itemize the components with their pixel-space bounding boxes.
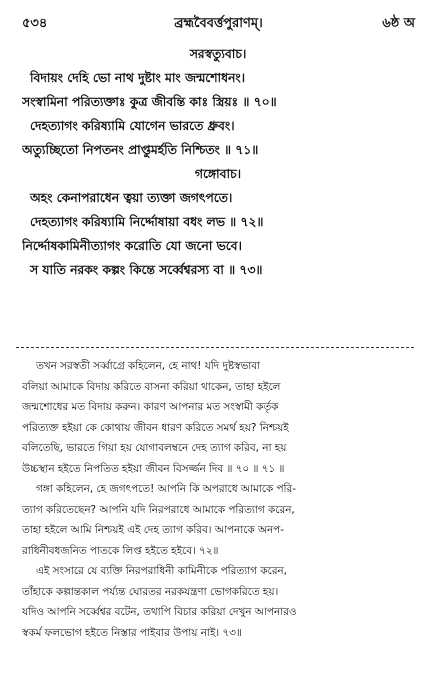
section-divider xyxy=(16,347,414,348)
prose-line: বলিয়া আমাকে বিদায় করিতে বাসনা করিয়া থাকেন, তাহা হইলে xyxy=(22,380,281,393)
prose-line: পরিত্যক্ত হইয়া কে কোথায় জীবন ধারণ করিতে সমর্থ হয়? নিশ্চয়ই xyxy=(22,421,289,434)
prose-line: গঙ্গা কহিলেন, হে জগৎপতে! আপনি কি অপরাধে আমাকে পরি- xyxy=(36,483,296,495)
prose-line: উচ্চস্থান হইতে নিপতিত হইয়া জীবন বিসর্জ্জন দিব ॥ ৭০ ॥ ৭১ ॥ xyxy=(22,462,285,475)
book-title: ব্রহ্মবৈবর্ত্তপুরাণম্। xyxy=(174,16,263,31)
chapter-label: ৬ষ্ঠ অ xyxy=(382,16,415,31)
bengali-translation xyxy=(22,356,414,643)
page-number: ৫৩৪ xyxy=(22,16,48,31)
prose-line: জন্মশোধের মত বিদায় করুন। কারণ আপনার মত সংস্বামী কর্তৃক xyxy=(22,401,279,413)
verse-line: দেহত্যাগং করিষ্যামি নির্দ্দোষায়া বধং লভ ॥ ৭২॥ xyxy=(30,215,264,229)
sanskrit-verses xyxy=(22,42,414,282)
page-header xyxy=(22,14,415,34)
prose-line: যদিও আপনি সর্ব্বেশ্বর বটেন, তথাপি বিচার করিয়া দেখুন আপনারও xyxy=(22,606,297,618)
verse-line: সংস্বামিনা পরিত্যক্তাঃ কুত্র জীবন্তি কাঃ স্ত্রিয়ঃ ॥ ৭০॥ xyxy=(22,95,277,109)
prose-line: বলিতেছি, ভারতে গিয়া হয় যোগাবলম্বনে দেহ ত্যাগ করিব, না হয় xyxy=(22,442,287,454)
prose-line: তাহা হইলে আমি নিশ্চয়ই এই দেহ ত্যাগ করিব। আপনাকে অনপ- xyxy=(22,524,284,536)
verse-line: বিদায়ং দেহি ভো নাথ দুষ্টাং মাং জন্মশোধনং। xyxy=(30,71,246,85)
prose-line: স্বকর্ম ফলভোগ হইতে নিস্তার পাইবার উপায় নাই। ৭৩॥ xyxy=(22,626,242,639)
verse-line: নির্দ্দোষকামিনীত্যাগং করোতি যো জনো ভবে। xyxy=(22,239,242,253)
verse-line: সরস্বত্যুবাচ। xyxy=(189,47,247,61)
verse-line: অহং কেনাপরাধেন ত্বয়া ত্যক্তা জগৎপতে। xyxy=(30,191,233,205)
verse-line: গঙ্গোবাচ। xyxy=(194,167,242,181)
prose-line: রাধিনীবধজনিত পাতকে লিপ্ত হইতে হইবে। ৭২॥ xyxy=(22,544,219,557)
verse-line: দেহত্যাগং করিষ্যামি যোগেন ভারতে ধ্রুবং। xyxy=(30,119,235,133)
verse-line: স যাতি নরকং কল্পং কিন্তে সর্ব্বেশ্বরস্য বা ॥ ৭৩॥ xyxy=(30,263,263,277)
prose-line: তখন সরস্বতী সর্ব্বাগ্রে কহিলেন, হে নাথ! যদি দুষ্টস্বভাবা xyxy=(36,360,261,372)
prose-line: এই সংসারে যে ব্যক্তি নিরপরাধিনী কামিনীকে পরিত্যাগ করেন, xyxy=(36,565,287,577)
prose-line: ত্যাগ করিতেছেন? আপনি যদি নিরপরাধে আমাকে পরিত্যাগ করেন, xyxy=(22,503,295,516)
verse-line: অত্যুচ্ছিতো নিপতনং প্রাপ্তুমর্হতি নিশ্চিতং ॥ ৭১॥ xyxy=(22,143,259,157)
prose-line: তাঁহাকে কল্পান্তকাল পর্য্যন্ত ঘোরতর নরকযন্ত্রণা ভোগকরিতে হয়। xyxy=(22,585,279,598)
